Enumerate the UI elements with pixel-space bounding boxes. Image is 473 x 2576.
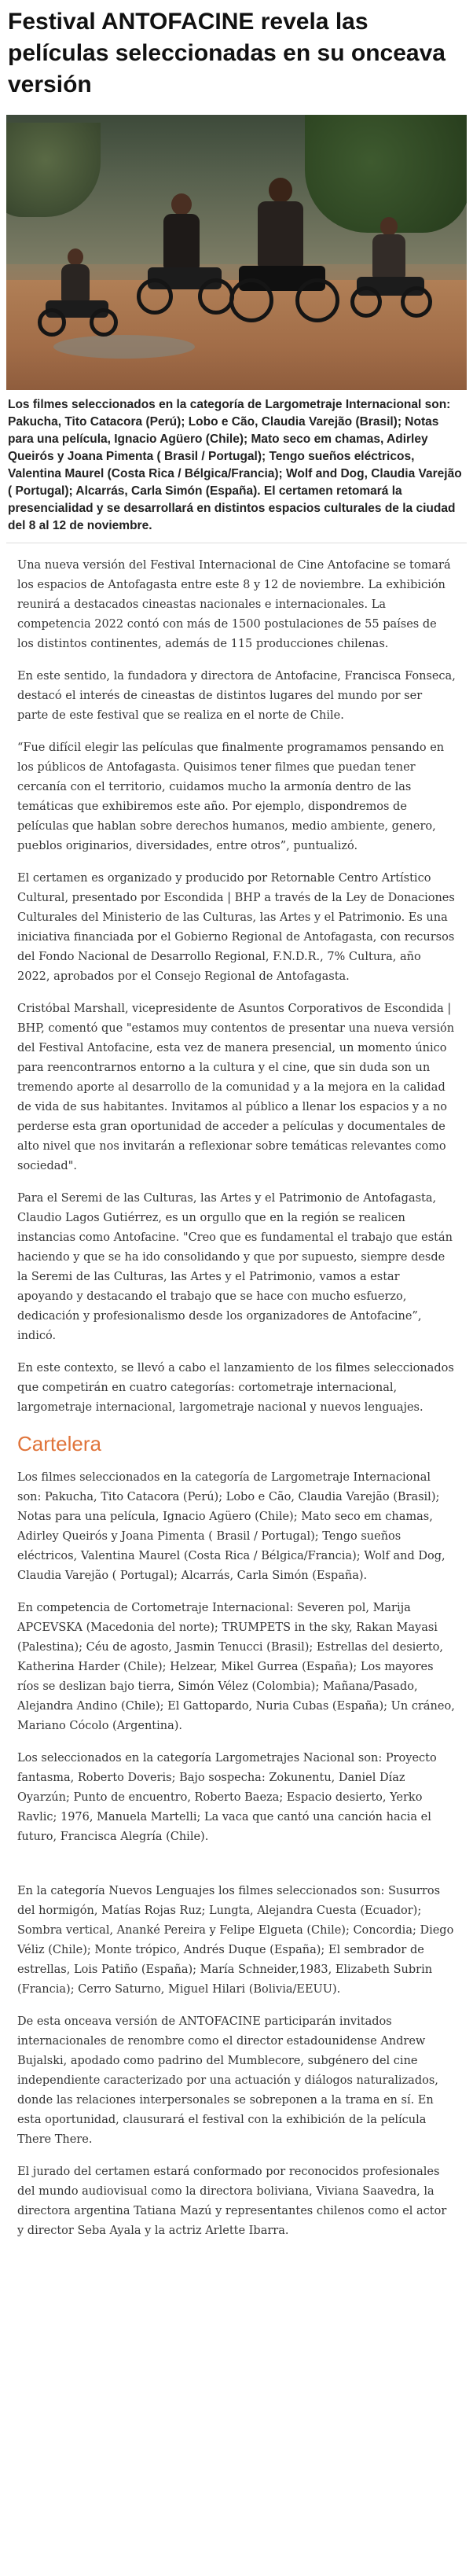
article-paragraph: “Fue difícil elegir las películas que finalmente programamos pensando en los públicos de Antofagasta. Quisimos tener filmes que puedan tener cercanía con el territorio, cuidamos mucho la armonía dentro de las temáticas que exhibiremos este año. Por ejemplo, dispondremos de películas que hablan sobre derechos humanos, medio ambiente, genero, pueblos originarios, diversidades, entre otros”, puntualizó. — [17, 742, 445, 852]
article-hero-image — [6, 115, 467, 390]
article-paragraph: En competencia de Cortometraje Internacional: Severen pol, Marija APCEVSKA (Macedonia del norte); TRUMPETS in the sky, Rakan Mayasi (Palestina); Céu de agosto, Jasmin Tenucci (Brasil); Estrellas del desierto, Katherina Harder (Chile); Helzear, Mikel Gurrea (España); Los mayores ríos se deslizan bajo tierra, Simón Vélez (Colombia); Mañana/Pasado, Alejandra Andino (Chile); El Gattopardo, Nuria Cubas (España); Un cráneo, Mariano Cócolo (Argentina). — [17, 1602, 455, 1732]
article-paragraph: De esta onceava versión de ANTOFACINE participarán invitados internacionales de renombre como el director estadounidense Andrew Bujalski, apodado como padrino del Mumblecore, subgénero del cine independiente caracterizado por una actuación y diálogos naturalizados, donde las relaciones interpersonales se sobreponen a la trama en sí. En esta oportunidad, clausurará el festival con la exhibición de la película There There. — [17, 2015, 438, 2146]
paragraph-spacer — [17, 1860, 456, 1882]
article-paragraph: En la categoría Nuevos Lenguajes los filmes seleccionados son: Susurros del hormigón, Matías Rojas Ruz; Lungta, Alejandra Cuesta (Ecuador); Sombra vertical, Ananké Pereira y Felipe Elgueta (Chile); Concordia; Diego Véliz (Chile); Monte trópico, Andrés Duque (España); El sembrador de estrellas, Lois Patiño (España); María Schneider,1983, Elizabeth Subrin (Francia); Cerro Saturno, Miguel Hilari (Bolivia/EEUU). — [17, 1885, 454, 1996]
article-paragraph: El certamen es organizado y producido por Retornable Centro Artístico Cultural, presentado por Escondida | BHP a través de la Ley de Donaciones Culturales del Ministerio de las Culturas, las Artes y el Patrimonio. Es una iniciativa financiada por el Gobierno Regional de Antofagasta, con recursos del Fondo Nacional de Desarrollo Regional, F.N.D.R., 7% Cultura, año 2022, aprobados por el Consejo Regional de Antofagasta. — [17, 872, 455, 983]
article-paragraph: Una nueva versión del Festival Internacional de Cine Antofacine se tomará los espacios de Antofagasta entre este 8 y 12 de noviembre. La exhibición reunirá a destacados cineastas nacionales e internacionales. La competencia 2022 contó con más de 1500 postulaciones de 55 países de los distintos continentes, además de 115 producciones chilenas. — [17, 559, 451, 650]
article-paragraph: En este contexto, se llevó a cabo el lanzamiento de los filmes seleccionados que competirán en cuatro categorías: cortometraje internacional, largometraje internacional, largometraje nacional y nuevos lenguajes. — [17, 1362, 454, 1414]
article-paragraph: Los seleccionados en la categoría Largometrajes Nacional son: Proyecto fantasma, Roberto Doveris; Bajo sospecha: Zokunentu, Daniel Díaz Oyarzún; Punto de encuentro, Roberto Baeza; Espacio desierto, Yerko Ravlic; 1976, Manuela Martelli; La vaca que cantó una canción hacia el futuro, Francisca Alegría (Chile). — [17, 1752, 437, 1843]
article-paragraph: Cristóbal Marshall, vicepresidente de Asuntos Corporativos de Escondida | BHP, comentó que "estamos muy contentos de presentar una nueva versión del Festival Antofacine, esta vez de manera presencial, un momento único para reencontrarnos entorno a la cultura y el cine, que sin duda son un tremendo aporte al desarrollo de la comunidad y a la mejora en la calidad de vida de sus habitantes. Invitamos al público a llenar los espacios y a no perderse esta gran oportunidad de acceder a películas y documentales de alto nivel que nos invitarán a reflexionar sobre temáticas relevantes como sociedad". — [17, 1003, 455, 1172]
article-title: Festival ANTOFACINE revela las películas seleccionadas en su onceava versión — [8, 9, 446, 98]
article-paragraph: Los filmes seleccionados en la categoría de Largometraje Internacional son: Pakucha, Tito Catacora (Perú); Lobo e Cão, Claudia Varejão (Brasil); Notas para una película, Ignacio Agüero (Chile); Mato seco em chamas, Adirley Queirós y Joana Pimenta ( Brasil / Portugal); Tengo sueños eléctricos, Valentina Maurel (Costa Rica / Bélgica/Francia); Wolf and Dog, Claudia Varejão ( Portugal); Alcarrás, Carla Simón (España). — [17, 1471, 446, 1582]
article-paragraph: El jurado del certamen estará conformado por reconocidos profesionales del mundo audiovisual como la directora boliviana, Viviana Saavedra, la directora argentina Tatiana Mazú y representantes chilenos como el actor y director Seba Ayala y la actriz Arlette Ibarra. — [17, 2166, 447, 2237]
article-paragraph: En este sentido, la fundadora y directora de Antofacine, Francisca Fonseca, destacó el interés de cineastas de distintos lugares del mundo por ser parte de este festival que se realiza en el norte de Chile. — [17, 670, 456, 722]
section-heading: Cartelera — [17, 1432, 101, 1455]
article-body — [6, 556, 467, 2241]
image-caption: Los filmes seleccionados en la categoría de Largometraje Internacional son: Pakucha, Tito Catacora (Perú); Lobo e Cão, Claudia Varejão (Brasil); Notas para una película, Ignacio Agüero (Chile); Mato seco em chamas, Adirley Queirós y Joana Pimenta ( Brasil / Portugal); Tengo sueños eléctricos, Valentina Maurel (Costa Rica / Bélgica/Francia); Wolf and Dog, Claudia Varejão ( Portugal); Alcarrás, Carla Simón (España). El certamen retomará la presencialidad y se desarrollará en distintos espacios culturales de la ciudad del 8 al 12 de noviembre. — [6, 390, 467, 543]
article-paragraph: Para el Seremi de las Culturas, las Artes y el Patrimonio de Antofagasta, Claudio Lagos Gutiérrez, es un orgullo que en la región se realicen instancias como Antofacine. "Creo que es fundamental el trabajo que están haciendo y que se ha ido consolidando y que por supuesto, siempre desde la Seremi de las Culturas, las Artes y el Patrimonio, vamos a estar apoyando y destacando el trabajo que se hace con mucho esfuerzo, dedicación y profesionalismo desde los organizadores de Antofacine”, indicó. — [17, 1192, 453, 1342]
